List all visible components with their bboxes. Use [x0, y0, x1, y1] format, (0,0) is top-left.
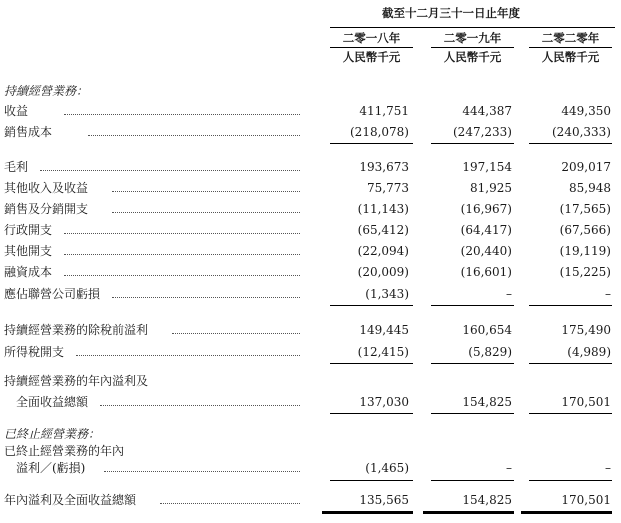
value-continuing-total-2018: 137,030 — [359, 395, 409, 409]
subtotal-rule — [529, 413, 612, 414]
subtotal-rule — [431, 413, 514, 414]
value-profit-before-tax-2019: 160,654 — [462, 323, 512, 337]
value-discontinued-2020: – — [605, 461, 611, 475]
value-other-expenses-2019: (20,440) — [460, 244, 512, 258]
leader-dots — [112, 297, 300, 298]
leader-dots — [112, 212, 300, 213]
value-revenue-2018: 411,751 — [359, 104, 409, 118]
value-profit-before-tax-2020: 175,490 — [561, 323, 611, 337]
value-admin-expenses-2018: (65,412) — [357, 223, 409, 237]
value-cost-of-sales-2019: (247,233) — [453, 125, 512, 139]
subtotal-rule — [431, 143, 514, 144]
value-other-expenses-2020: (19,119) — [559, 244, 611, 258]
year-rule-2019 — [431, 47, 514, 48]
total-double-rule — [322, 511, 413, 514]
year-2020: 二零二零年 — [541, 31, 600, 45]
period-caption: 截至十二月三十一日止年度 — [382, 6, 520, 20]
leader-dots — [40, 170, 300, 171]
value-cost-of-sales-2018: (218,078) — [350, 125, 409, 139]
value-share-of-loss-2018: (1,343) — [365, 287, 409, 301]
total-double-rule — [521, 511, 612, 514]
row-label-profit-before-tax: 持續經營業務的除稅前溢利 — [4, 323, 149, 337]
leader-dots — [112, 191, 300, 192]
value-continuing-total-2020: 170,501 — [561, 395, 611, 409]
subtotal-rule — [330, 143, 413, 144]
leader-dots — [64, 275, 300, 276]
leader-dots — [64, 114, 300, 115]
row-label-selling-expenses: 銷售及分銷開支 — [4, 202, 89, 216]
value-finance-costs-2019: (16,601) — [460, 265, 512, 279]
leader-dots — [88, 135, 300, 136]
subtotal-rule — [431, 480, 514, 481]
row-label-continuing-total-line1: 持續經營業務的年內溢利及 — [4, 374, 149, 388]
value-income-tax-2019: (5,829) — [468, 345, 512, 359]
subtotal-rule — [529, 305, 612, 306]
leader-dots — [76, 355, 300, 356]
row-label-cost-of-sales: 銷售成本 — [4, 125, 53, 139]
value-income-tax-2020: (4,989) — [567, 345, 611, 359]
leader-dots — [104, 471, 300, 472]
value-discontinued-2018: (1,465) — [365, 461, 409, 475]
value-other-income-2019: 81,925 — [470, 181, 512, 195]
value-profit-before-tax-2018: 149,445 — [359, 323, 409, 337]
value-gross-profit-2018: 193,673 — [359, 160, 409, 174]
value-selling-expenses-2019: (16,967) — [460, 202, 512, 216]
row-label-other-income: 其他收入及收益 — [4, 181, 89, 195]
leader-dots — [64, 254, 300, 255]
leader-dots — [64, 233, 300, 234]
value-selling-expenses-2018: (11,143) — [357, 202, 409, 216]
value-admin-expenses-2019: (64,417) — [460, 223, 512, 237]
section-discontinued: 已終止經營業務： — [4, 427, 101, 441]
subtotal-rule — [529, 363, 612, 364]
total-double-rule — [423, 511, 514, 514]
value-finance-costs-2018: (20,009) — [357, 265, 409, 279]
value-other-income-2018: 75,773 — [367, 181, 409, 195]
caption-rule — [330, 27, 615, 28]
value-discontinued-2019: – — [506, 461, 512, 475]
value-year-total-2020: 170,501 — [561, 493, 611, 507]
row-label-other-expenses: 其他開支 — [4, 244, 53, 258]
subtotal-rule — [330, 305, 413, 306]
subtotal-rule — [330, 413, 413, 414]
year-rule-2020 — [529, 47, 612, 48]
year-rule-2018 — [330, 47, 413, 48]
value-admin-expenses-2020: (67,566) — [559, 223, 611, 237]
value-other-expenses-2018: (22,094) — [357, 244, 409, 258]
value-revenue-2020: 449,350 — [561, 104, 611, 118]
value-income-tax-2018: (12,415) — [357, 345, 409, 359]
value-gross-profit-2020: 209,017 — [561, 160, 611, 174]
subtotal-rule — [529, 143, 612, 144]
leader-dots — [172, 333, 300, 334]
value-share-of-loss-2019: – — [506, 287, 512, 301]
value-other-income-2020: 85,948 — [569, 181, 611, 195]
value-cost-of-sales-2020: (240,333) — [552, 125, 611, 139]
leader-dots — [160, 503, 300, 504]
value-continuing-total-2019: 154,825 — [462, 395, 512, 409]
row-label-year-total: 年內溢利及全面收益總額 — [4, 493, 137, 507]
leader-dots — [100, 405, 300, 406]
value-year-total-2019: 154,825 — [462, 493, 512, 507]
subtotal-rule — [431, 305, 514, 306]
row-label-admin-expenses: 行政開支 — [4, 223, 53, 237]
currency-2018: 人民幣千元 — [342, 50, 401, 64]
subtotal-rule — [330, 363, 413, 364]
year-2019: 二零一九年 — [443, 31, 502, 45]
value-finance-costs-2020: (15,225) — [559, 265, 611, 279]
row-label-finance-costs: 融資成本 — [4, 265, 53, 279]
currency-2019: 人民幣千元 — [443, 50, 502, 64]
value-year-total-2018: 135,565 — [359, 493, 409, 507]
row-label-gross-profit: 毛利 — [4, 160, 29, 174]
row-label-share-of-loss: 應佔聯營公司虧損 — [4, 287, 101, 301]
value-selling-expenses-2020: (17,565) — [559, 202, 611, 216]
section-continuing: 持續經營業務： — [4, 84, 89, 98]
row-label-continuing-total-line2: 全面收益總額 — [16, 395, 89, 409]
row-label-revenue: 收益 — [4, 104, 29, 118]
value-revenue-2019: 444,387 — [462, 104, 512, 118]
row-label-income-tax: 所得稅開支 — [4, 345, 65, 359]
value-share-of-loss-2020: – — [605, 287, 611, 301]
subtotal-rule — [431, 363, 514, 364]
currency-2020: 人民幣千元 — [541, 50, 600, 64]
year-2018: 二零一八年 — [342, 31, 401, 45]
subtotal-rule — [330, 480, 413, 481]
row-label-discontinued-line2: 溢利／(虧損) — [16, 461, 86, 475]
row-label-discontinued-line1: 已終止經營業務的年內 — [4, 444, 125, 458]
value-gross-profit-2019: 197,154 — [462, 160, 512, 174]
subtotal-rule — [529, 480, 612, 481]
